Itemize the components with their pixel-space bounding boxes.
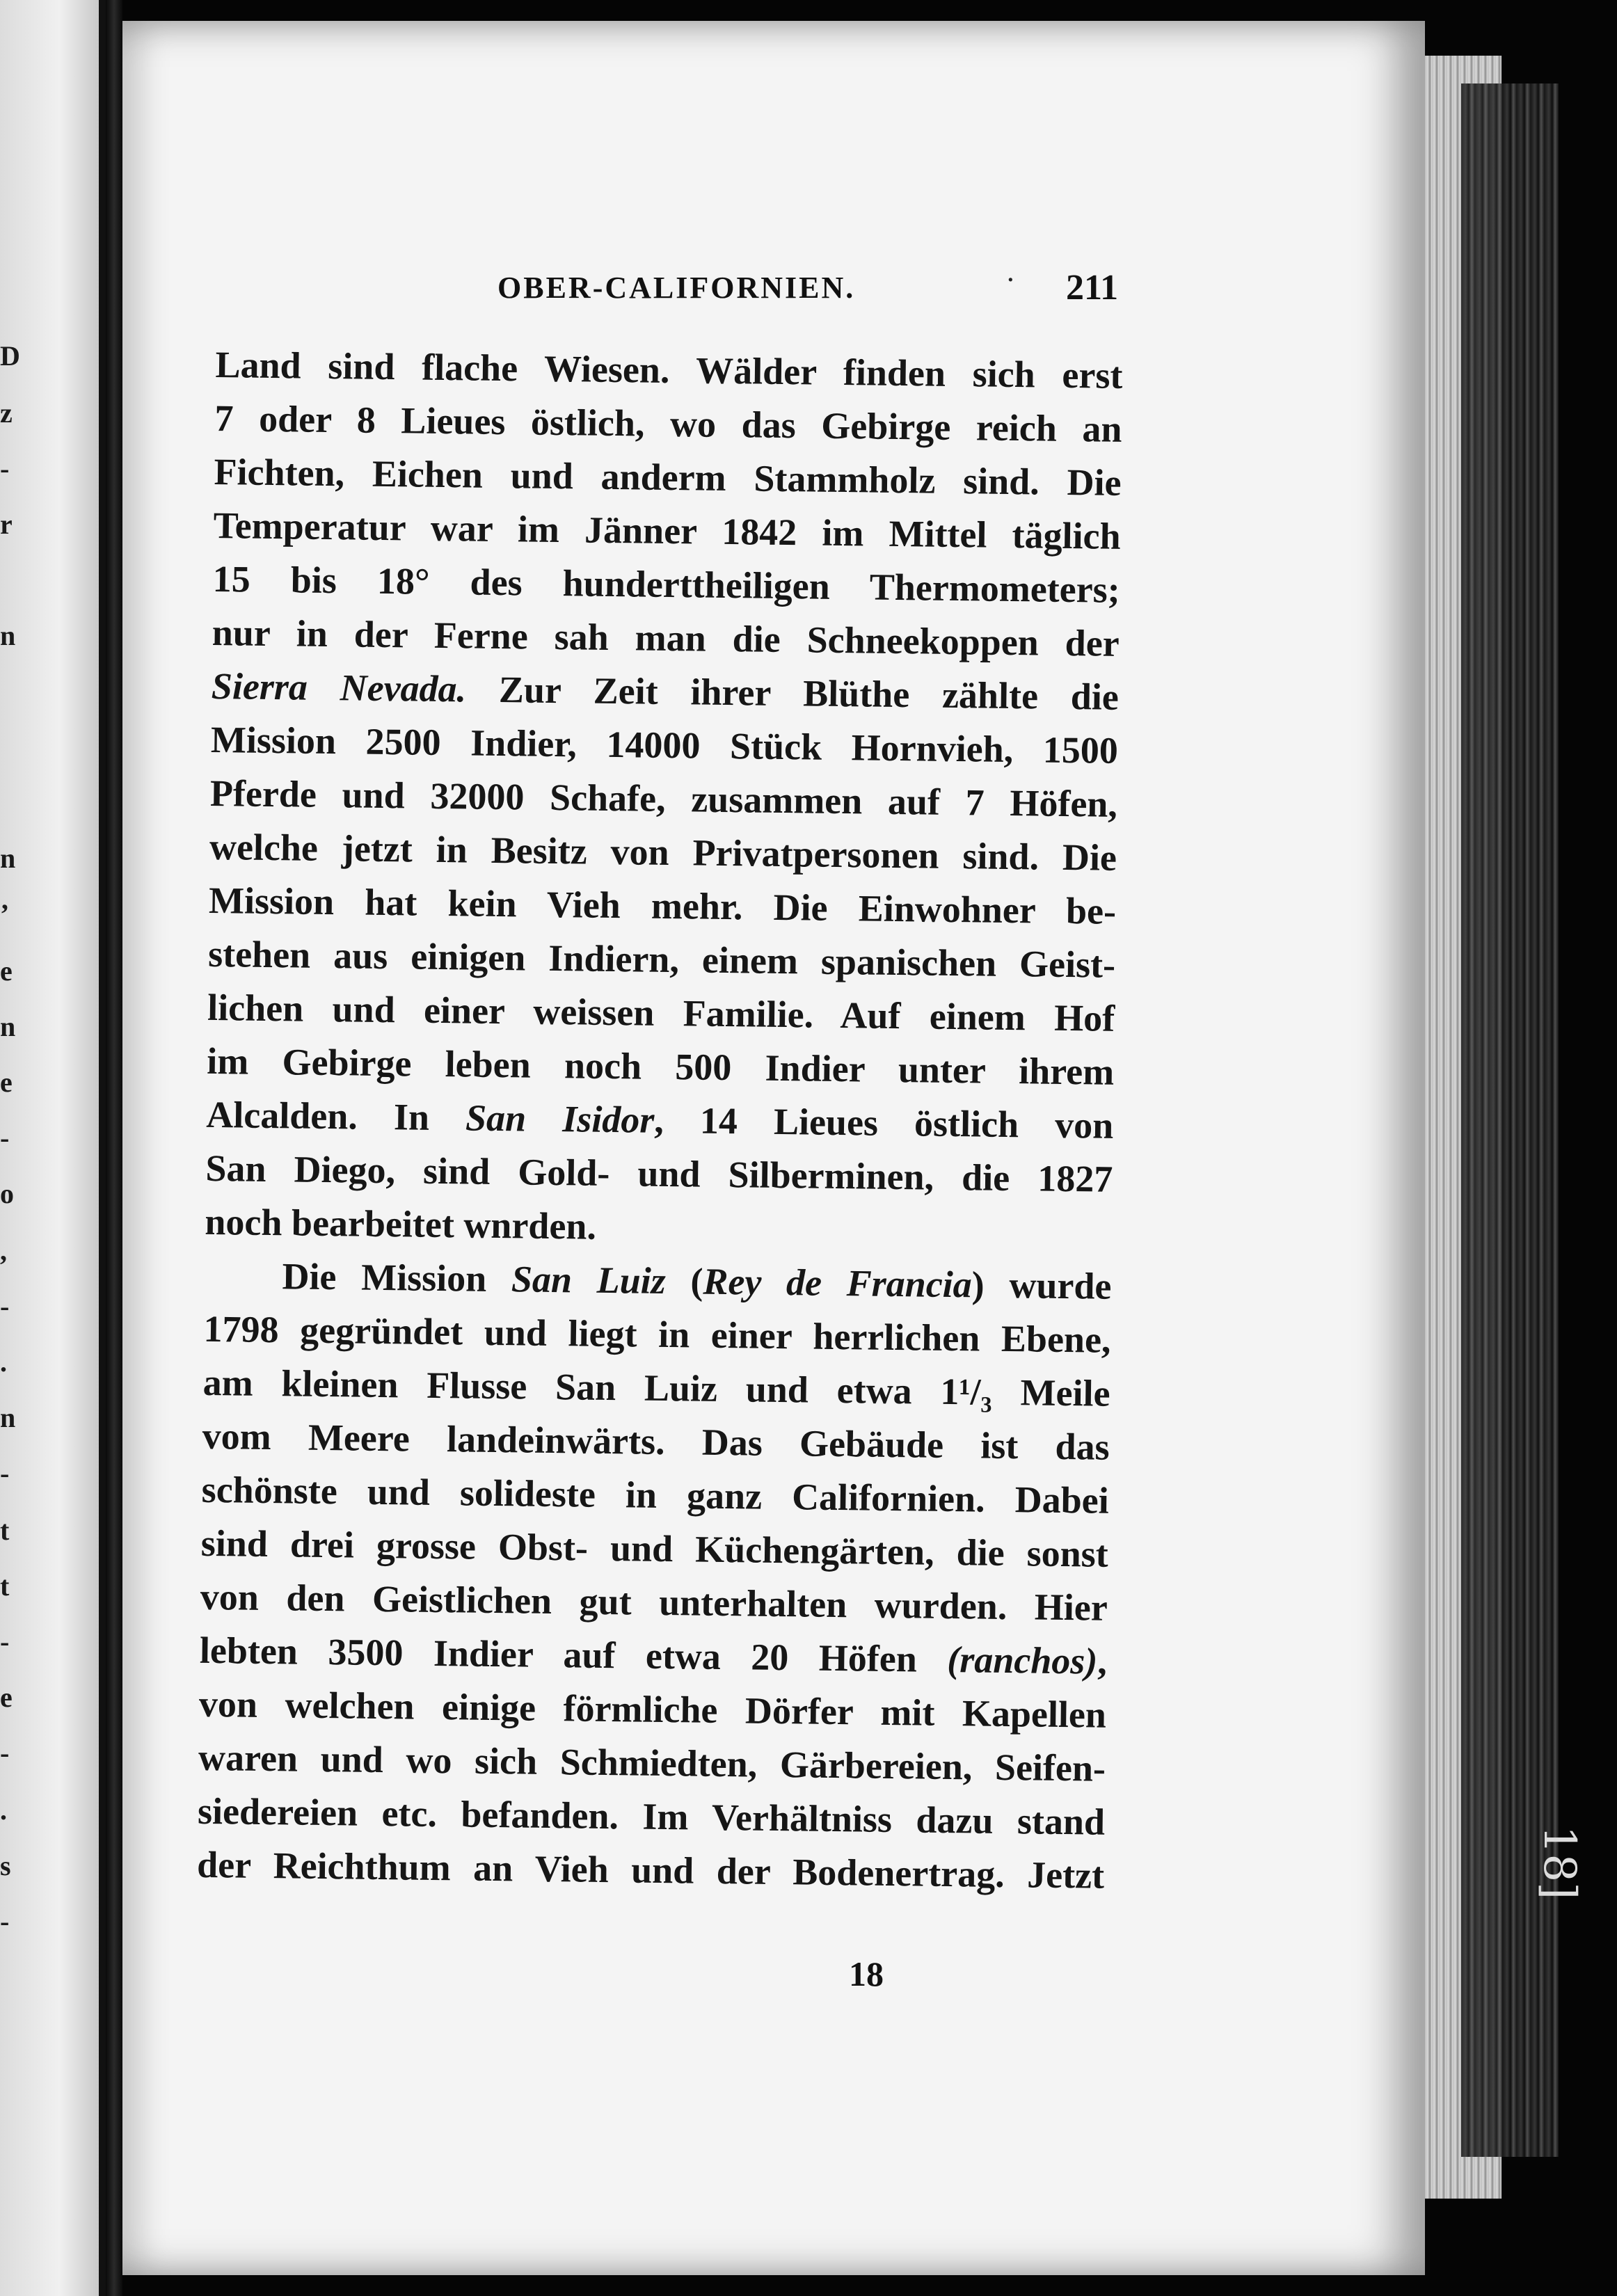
text-line: lebten 3500 Indier auf etwa 20 Höfen (ranchos), [199, 1629, 1108, 1682]
facing-fragment: - [0, 1458, 10, 1489]
facing-fragment: z [0, 397, 13, 429]
facing-fragment: t [0, 1515, 10, 1546]
text-line: Sierra Nevada. Zur Zeit ihrer Blüthe zählte die [211, 664, 1120, 718]
text-line: 7 oder 8 Lieues östlich, wo das Gebirge reich an [214, 397, 1122, 450]
text-line: Land sind flache Wiesen. Wälder finden sich erst [215, 343, 1123, 397]
facing-fragment: e [0, 955, 13, 987]
text-line: der Reichthum an Vieh und der Bodenertrag. Jetzt [196, 1843, 1105, 1897]
page-number: 211 [1066, 268, 1119, 308]
facing-fragment: ’ [0, 898, 10, 930]
facing-fragment: n [0, 620, 16, 651]
facing-fragment: - [0, 1291, 10, 1322]
text-line: Alcalden. In San Isidor, 14 Lieues östlich von [205, 1093, 1114, 1147]
text-line: von den Geistlichen gut unterhalten wurden. Hier [200, 1575, 1108, 1629]
text-line: lichen und einer weissen Familie. Auf einem Hof [207, 986, 1115, 1039]
running-header-title: OBER-CALIFORNIEN. [497, 271, 856, 305]
facing-fragment: D [0, 340, 20, 372]
facing-page [0, 0, 106, 2296]
italic-place-name: Rey de Francia [703, 1260, 973, 1306]
text-line: von welchen einige förmliche Dörfer mit Kapellen [198, 1682, 1107, 1736]
facing-fragment: n [0, 1011, 16, 1042]
facing-fragment: - [0, 1737, 10, 1769]
text-line: Fichten, Eichen und anderm Stammholz sind. Die [214, 450, 1122, 504]
facing-fragment: n [0, 1402, 16, 1433]
text-line: sind drei grosse Obst- und Küchengärten, die sonst [200, 1522, 1109, 1575]
book-gutter [106, 0, 122, 2296]
facing-fragment: . [0, 1346, 7, 1378]
text-line: siedereien etc. befanden. Im Verhältniss dazu stand [197, 1789, 1106, 1843]
facing-fragment: - [0, 1122, 10, 1154]
text-line: am kleinen Flusse San Luiz und etwa 1¹/₃ Meile [202, 1361, 1110, 1414]
text-line: 1798 gegründet und liegt in einer herrlichen Ebene, [203, 1307, 1111, 1361]
text-line: noch bearbeitet wnrden. [205, 1200, 597, 1247]
facing-fragment: n [0, 843, 16, 874]
text-line: im Gebirge leben noch 500 Indier unter ihrem [206, 1039, 1115, 1093]
signature-mark: 18 [849, 1954, 884, 1993]
text-line: stehen aus einigen Indiern, einem spanischen Geist- [207, 932, 1116, 986]
facing-page-text-fragments [0, 0, 99, 2296]
italic-place-name: San Isidor [465, 1097, 655, 1141]
facing-fragment: e [0, 1682, 13, 1713]
facing-fragment: - [0, 1906, 10, 1937]
text-line: 15 bis 18° des hunderttheiligen Thermometers; [212, 557, 1121, 611]
text-line: schönste und solideste in ganz Californien. Dabei [201, 1468, 1110, 1522]
text-line: Pferde und 32000 Schafe, zusammen auf 7 Höfen, [209, 772, 1118, 825]
facing-fragment: - [0, 1626, 10, 1657]
text-line: nur in der Ferne sah man die Schneekoppen der [212, 611, 1120, 664]
text-line: welche jetzt in Besitz von Privatpersonen sind. Die [209, 825, 1117, 879]
text-line: vom Meere landeinwärts. Das Gebäude ist das [202, 1414, 1110, 1468]
text-line: Mission 2500 Indier, 14000 Stück Hornvieh, 1500 [210, 718, 1119, 772]
header-ornament: · [1006, 264, 1015, 296]
facing-fragment: . [0, 1794, 7, 1826]
italic-place-name: San Luiz [511, 1258, 667, 1302]
body-text [197, 338, 1123, 1903]
facing-fragment: r [0, 509, 13, 540]
text-line: San Diego, sind Gold- und Silberminen, die 1827 [205, 1147, 1113, 1200]
binding-mark: 18] [1534, 1825, 1586, 1900]
text-line: Die Mission San Luiz (Rey de Francia) wurde [282, 1255, 1112, 1307]
facing-fragment: - [0, 453, 10, 484]
facing-fragment: , [0, 1235, 7, 1266]
facing-fragment: o [0, 1178, 14, 1209]
facing-fragment: e [0, 1067, 13, 1098]
text-line: waren und wo sich Schmiedten, Gärbereien, Seifen- [198, 1736, 1106, 1789]
facing-fragment: s [0, 1850, 11, 1881]
text-line: Mission hat kein Vieh mehr. Die Einwohner be- [208, 879, 1117, 932]
facing-fragment: t [0, 1570, 10, 1602]
italic-place-name: Sierra Nevada. [211, 664, 467, 710]
text-line: Temperatur war im Jänner 1842 im Mittel täglich [213, 504, 1121, 557]
italic-term: (ranchos) [946, 1638, 1098, 1682]
